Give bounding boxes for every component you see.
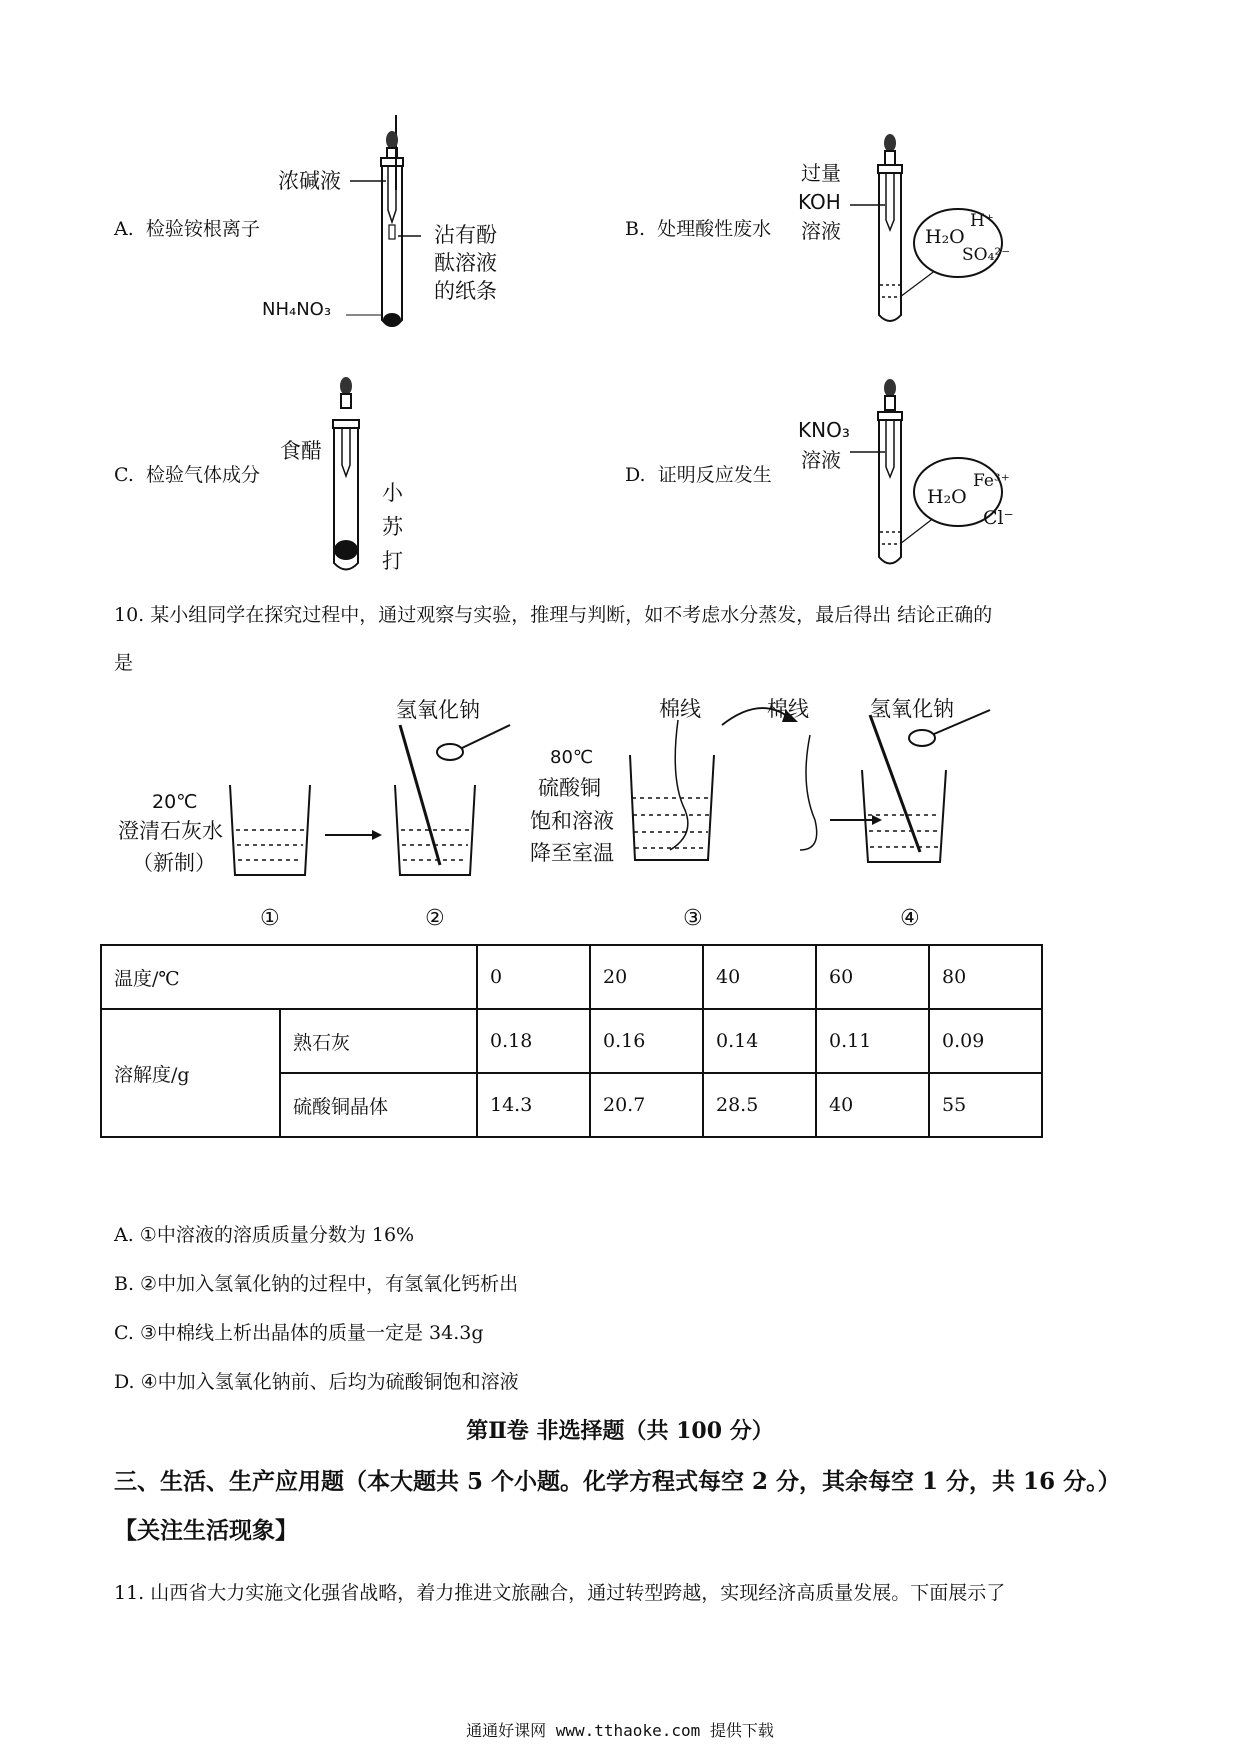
table-cell: 0 — [477, 945, 590, 1009]
svg-text:沾有酚: 沾有酚 — [434, 223, 497, 247]
option-c-text: 检验气体成分 — [146, 464, 261, 486]
bubble-d-water: H₂O — [927, 486, 967, 508]
table-cell: 0.18 — [477, 1009, 590, 1073]
svg-text:硫酸铜: 硫酸铜 — [538, 776, 601, 800]
table-cell: 60 — [816, 945, 929, 1009]
table-cell: 20 — [590, 945, 703, 1009]
svg-text:澄清石灰水: 澄清石灰水 — [118, 819, 223, 843]
svg-text:棉线: 棉线 — [659, 697, 701, 721]
svg-text:氢氧化钠: 氢氧化钠 — [870, 697, 954, 721]
svg-text:浓碱液: 浓碱液 — [278, 169, 341, 193]
table-cell: 80 — [929, 945, 1042, 1009]
svg-text:打: 打 — [382, 549, 403, 573]
svg-text:苏: 苏 — [382, 515, 403, 539]
table-row — [101, 945, 1042, 1009]
svg-text:棉线: 棉线 — [767, 697, 809, 721]
option-c — [114, 460, 260, 487]
option-c-label: C. — [114, 464, 134, 486]
figure-a-test-tube — [262, 110, 526, 340]
table-cell: 20.7 — [590, 1073, 703, 1137]
option-a — [114, 214, 260, 241]
section-2-title: 第Ⅱ卷 非选择题（共 100 分） — [466, 1418, 774, 1444]
q10-experiment-figure — [110, 690, 1070, 930]
svg-text:的纸条: 的纸条 — [434, 279, 497, 303]
svg-text:①: ① — [260, 906, 280, 931]
svg-text:小: 小 — [382, 481, 403, 505]
svg-text:80℃: 80℃ — [550, 747, 594, 768]
bubble-b-h: H⁺ — [970, 211, 994, 231]
svg-text:溶液: 溶液 — [801, 448, 841, 472]
table-cell: 40 — [816, 1073, 929, 1137]
svg-text:食醋: 食醋 — [280, 439, 322, 463]
subsection-title: 【关注生活现象】 — [114, 1517, 298, 1544]
q10-option-b: B. ②中加入氢氧化钠的过程中，有氢氧化钙析出 — [114, 1273, 519, 1295]
temp-header: 温度/℃ — [101, 945, 477, 1009]
table-cell: 0.11 — [816, 1009, 929, 1073]
solubility-header: 溶解度/g — [101, 1009, 280, 1137]
bubble-d-cl: Cl⁻ — [983, 507, 1014, 529]
svg-text:饱和溶液: 饱和溶液 — [530, 809, 614, 833]
solubility-table — [100, 944, 1043, 1138]
q10-option-a: A. ①中溶液的溶质质量分数为 16% — [114, 1224, 415, 1246]
svg-text:酞溶液: 酞溶液 — [434, 251, 497, 275]
svg-text:②: ② — [425, 906, 445, 931]
q11-stem: 11. 山西省大力实施文化强省战略，着力推进文旅融合，通过转型跨越，实现经济高质量发展。下面展示了 — [114, 1582, 1006, 1604]
q10-option-d: D. ④中加入氢氧化钠前、后均为硫酸铜饱和溶液 — [114, 1371, 519, 1393]
option-b-label: B. — [625, 218, 646, 240]
svg-text:降至室温: 降至室温 — [530, 841, 614, 865]
option-d-label: D. — [625, 464, 646, 486]
row-name: 硫酸铜晶体 — [280, 1073, 477, 1137]
svg-text:NH₄NO₃: NH₄NO₃ — [262, 299, 332, 320]
svg-text:KNO₃: KNO₃ — [798, 418, 850, 442]
q10-stem-line1: 10. 某小组同学在探究过程中，通过观察与实验，推理与判断，如不考虑水分蒸发，最后得出 结论正确的 — [114, 604, 993, 626]
q10-option-c: C. ③中棉线上析出晶体的质量一定是 34.3g — [114, 1322, 484, 1344]
bubble-b-so4: SO₄²⁻ — [962, 245, 1011, 265]
option-d — [625, 460, 772, 487]
table-cell: 55 — [929, 1073, 1042, 1137]
svg-text:20℃: 20℃ — [152, 791, 198, 813]
section-3-title: 三、生活、生产应用题（本大题共 5 个小题。化学方程式每空 2 分，其余每空 1 分，共 16 分。） — [114, 1468, 1121, 1495]
row-name: 熟石灰 — [280, 1009, 477, 1073]
svg-text:③: ③ — [683, 906, 703, 931]
table-cell: 14.3 — [477, 1073, 590, 1137]
option-b-text: 处理酸性废水 — [657, 218, 772, 240]
svg-text:（新制）: （新制） — [132, 851, 216, 875]
svg-text:KOH: KOH — [798, 190, 841, 214]
svg-text:过量: 过量 — [801, 161, 841, 185]
table-row — [101, 1009, 1042, 1073]
table-cell: 0.09 — [929, 1009, 1042, 1073]
option-d-text: 证明反应发生 — [657, 464, 772, 486]
table-cell: 28.5 — [703, 1073, 816, 1137]
table-cell: 40 — [703, 945, 816, 1009]
dropper-bulb — [386, 131, 398, 149]
svg-text:溶液: 溶液 — [801, 219, 841, 243]
q10-stem-line2: 是 — [114, 652, 134, 674]
option-a-text: 检验铵根离子 — [145, 218, 260, 240]
beaker-4 — [862, 770, 946, 862]
beaker-3 — [630, 755, 714, 860]
figure-d-test-tube — [790, 372, 990, 582]
option-b — [625, 214, 771, 241]
page-footer: 通通好课网 www.tthaoke.com 提供下载 — [466, 1721, 774, 1740]
table-cell: 0.16 — [590, 1009, 703, 1073]
bubble-b-water: H₂O — [925, 226, 965, 248]
option-a-label: A. — [114, 218, 134, 240]
table-cell: 0.14 — [703, 1009, 816, 1073]
figure-c-test-tube — [270, 370, 450, 590]
bubble-d-fe: Fe³⁺ — [973, 471, 1010, 491]
svg-text:④: ④ — [900, 906, 920, 931]
svg-text:氢氧化钠: 氢氧化钠 — [396, 698, 480, 722]
